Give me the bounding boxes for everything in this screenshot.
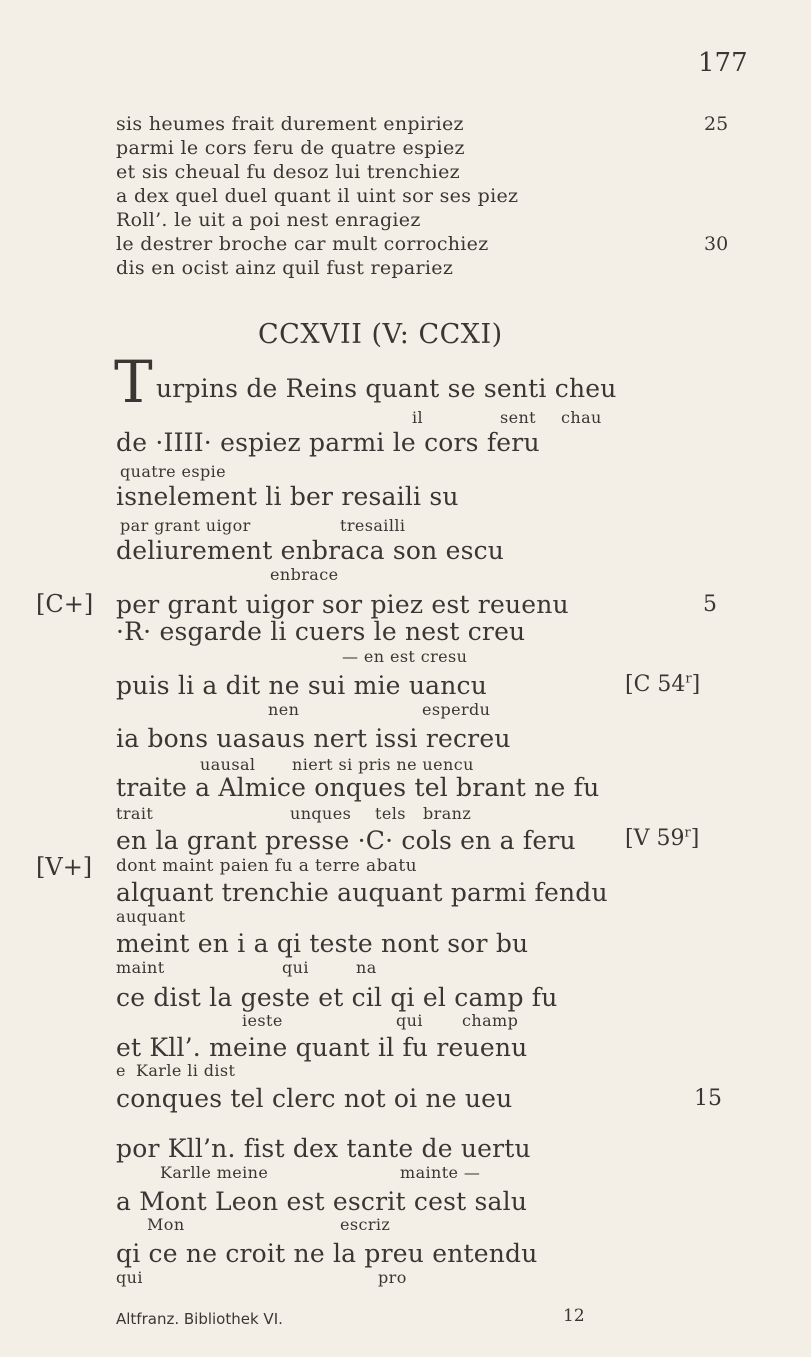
main-line: urpins de Reins quant se senti cheu	[156, 374, 617, 403]
signature-number: 12	[563, 1306, 585, 1326]
variant-reading: uausal	[200, 755, 256, 774]
page-number: 177	[698, 48, 748, 78]
recto-sup: r	[684, 825, 691, 841]
variant-reading: niert si pris ne uencu	[292, 755, 474, 774]
variant-reading: trait	[116, 804, 154, 823]
main-line: ·R· esgarde li cuers le nest creu	[116, 617, 526, 646]
main-line: qi ce ne croit ne la preu entendu	[116, 1239, 538, 1268]
verse-line: parmi le cors feru de quatre espiez	[116, 137, 465, 159]
variant-reading: e	[116, 1061, 126, 1080]
added-line: dont maint paien fu a terre abatu	[116, 856, 417, 876]
variant-reading: escriz	[340, 1215, 391, 1234]
variant-reading: quatre espie	[120, 462, 227, 481]
verse-line: et sis cheual fu desoz lui trenchiez	[116, 161, 460, 183]
main-line: alquant trenchie auquant parmi fendu	[116, 878, 608, 907]
main-line: puis li a dit ne sui mie uancu	[116, 671, 488, 700]
drop-cap: T	[114, 348, 153, 416]
variant-reading: nen	[268, 700, 300, 719]
variant-reading: esperdu	[422, 700, 491, 719]
main-line: ce dist la geste et cil qi el camp fu	[116, 983, 558, 1012]
variant-reading: pro	[378, 1268, 407, 1287]
variant-reading: tels	[375, 804, 406, 823]
recto-sup: r	[685, 671, 692, 687]
source-marker: [V+]	[36, 853, 93, 881]
variant-reading: na	[356, 958, 377, 977]
variant-reading: — en est cresu	[342, 647, 468, 666]
main-line: por Kll’n. fist dex tante de uertu	[116, 1134, 531, 1163]
main-line: a Mont Leon est escrit cest salu	[116, 1187, 528, 1216]
source-marker-text: [V 59	[625, 826, 685, 851]
signature-mark: Altfranz. Bibliothek VI.	[116, 1310, 283, 1328]
source-marker-close: ]	[690, 826, 700, 851]
variant-reading: ieste	[242, 1011, 283, 1030]
variant-reading: chau	[561, 408, 602, 427]
verse-line: dis en ocist ainz quil fust repariez	[116, 257, 454, 279]
line-number: 15	[694, 1086, 722, 1111]
main-line: et Kll’. meine quant il fu reuenu	[116, 1033, 528, 1062]
variant-reading: mainte —	[400, 1163, 481, 1182]
main-line: per grant uigor sor piez est reuenu	[116, 590, 569, 619]
variant-reading: il	[412, 408, 424, 427]
verse-line: a dex quel duel quant il uint sor ses piez	[116, 185, 519, 207]
source-marker: [C+]	[36, 590, 94, 618]
variant-reading: par grant uigor	[120, 516, 251, 535]
main-line: conques tel clerc not oi ne ueu	[116, 1084, 513, 1113]
variant-reading: branz	[423, 804, 472, 823]
verse-line: sis heumes frait durement enpiriez	[116, 113, 464, 135]
verse-line: Roll’. le uit a poi nest enragiez	[116, 209, 421, 231]
main-line: traite a Almice onques tel brant ne fu	[116, 773, 600, 802]
variant-reading: qui	[282, 958, 309, 977]
main-line: isnelement li ber resaili su	[116, 482, 459, 511]
source-marker	[625, 672, 700, 697]
variant-reading: enbrace	[270, 565, 339, 584]
main-line: deliurement enbraca son escu	[116, 536, 505, 565]
variant-reading: Karlle meine	[160, 1163, 269, 1182]
verse-line: le destrer broche car mult corrochiez	[116, 233, 489, 255]
variant-reading: champ	[462, 1011, 519, 1030]
variant-reading: auquant	[116, 907, 186, 926]
variant-reading: Mon	[147, 1215, 185, 1234]
variant-reading: qui	[396, 1011, 423, 1030]
main-line: meint en i a qi teste nont sor bu	[116, 929, 529, 958]
stanza-heading: CCXVII (V: CCXI)	[258, 319, 503, 350]
main-line: en la grant presse ·C· cols en a feru	[116, 826, 576, 855]
source-marker-close: ]	[691, 672, 701, 697]
source-marker	[625, 826, 699, 851]
line-number: 5	[703, 592, 717, 617]
variant-reading: sent	[500, 408, 537, 427]
variant-reading: unques	[290, 804, 352, 823]
variant-reading: maint	[116, 958, 165, 977]
main-line: ia bons uasaus nert issi recreu	[116, 724, 511, 753]
variant-reading: tresailli	[340, 516, 406, 535]
variant-reading: Karle li dist	[136, 1061, 236, 1080]
main-line: de ·IIII· espiez parmi le cors feru	[116, 428, 540, 457]
source-marker-text: [C 54	[625, 672, 686, 697]
variant-reading: qui	[116, 1268, 143, 1287]
line-number: 25	[704, 113, 729, 135]
line-number: 30	[704, 233, 729, 255]
